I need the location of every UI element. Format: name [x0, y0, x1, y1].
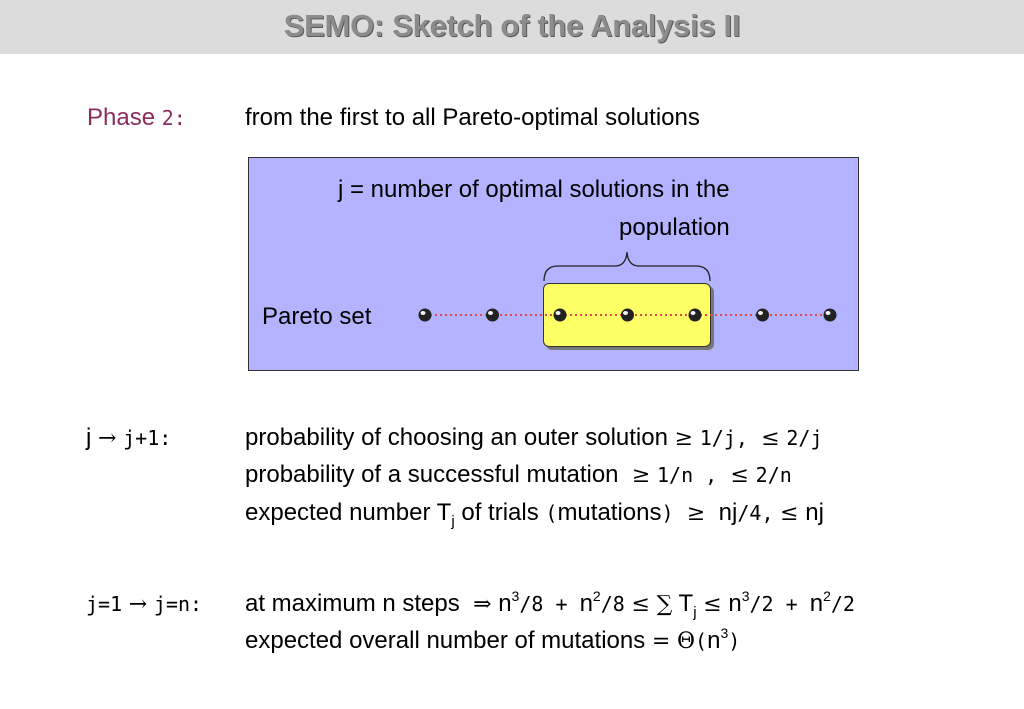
step-arrow: →	[98, 426, 117, 451]
o-row1-sum: ∑	[656, 592, 673, 617]
o-row2-n-sup: 3	[720, 625, 729, 641]
row3-paren-close: )	[661, 501, 674, 525]
pareto-point	[419, 309, 432, 322]
o-row1-text: at maximum n steps	[245, 590, 460, 617]
row1-v1: 1/j,	[699, 426, 748, 450]
row3-paren-open: (	[545, 501, 558, 525]
step-label	[86, 424, 171, 453]
population-brace	[544, 252, 710, 281]
row1-ge: ≥	[674, 426, 694, 451]
step-row-mutation	[245, 461, 792, 490]
o-row1-b-rest: /8	[600, 592, 625, 616]
phase-word: Phase	[87, 104, 156, 131]
overall-arrow: →	[128, 592, 148, 617]
o-row1-T: T	[678, 590, 694, 617]
o-row1-a-rest: /8 +	[519, 592, 580, 616]
pareto-point	[486, 309, 499, 322]
row2-text: probability of a successful mutation	[245, 461, 619, 488]
o-row1-d: n	[809, 590, 824, 617]
diagram-line2: population	[619, 214, 730, 241]
step-row-trials	[245, 499, 824, 528]
phase-colon: :	[173, 106, 186, 130]
overall-row-mutations	[245, 627, 740, 656]
o-row2-n: n	[707, 627, 721, 654]
pareto-point	[756, 309, 769, 322]
pareto-point	[689, 309, 702, 322]
row3-mid: of trials	[461, 499, 539, 526]
row3-v1b: /4,	[737, 501, 774, 525]
step-target: j+1:	[123, 426, 172, 450]
row3-ge: ≥	[686, 501, 706, 526]
o-row1-implies: ⇒	[473, 592, 492, 617]
o-row2-close: )	[728, 629, 741, 653]
overall-right: j=n:	[153, 592, 203, 616]
pareto-points	[419, 309, 837, 322]
overall-label	[86, 590, 202, 619]
o-row1-le2: ≤	[703, 592, 722, 617]
phase-number: 2	[161, 106, 174, 130]
row3-v1a: nj	[718, 499, 738, 526]
row2-v2: 2/n	[755, 463, 792, 487]
step-j: j	[86, 424, 92, 451]
row3-sub: j	[451, 513, 455, 530]
overall-row-steps	[245, 590, 855, 619]
o-row1-b-sup: 2	[592, 588, 601, 604]
o-row1-d-sup: 2	[823, 588, 831, 604]
row1-v2: 2/j	[786, 426, 823, 450]
pareto-point	[554, 309, 567, 322]
o-row1-T-sub: j	[693, 604, 697, 621]
diagram-line1: j = number of optimal solutions in the	[338, 176, 730, 203]
o-row1-a: n	[498, 590, 512, 617]
o-row1-c: n	[728, 590, 742, 617]
pareto-set-label: Pareto set	[262, 303, 372, 330]
slide-title: SEMO: Sketch of the Analysis II	[283, 8, 741, 43]
step-row-outer-solution	[245, 424, 822, 453]
row2-v1: 1/n ,	[656, 463, 718, 487]
row1-le: ≤	[761, 426, 780, 451]
o-row1-c-rest: /2 +	[749, 592, 810, 616]
o-row2-eq: =	[651, 629, 671, 654]
row2-le: ≤	[730, 463, 749, 488]
o-row2-text: expected overall number of mutations	[245, 627, 646, 654]
phase-description: from the first to all Pareto-optimal solutions	[245, 104, 700, 131]
o-row1-a-sup: 3	[511, 588, 520, 604]
row3-le: ≤	[780, 501, 799, 526]
o-row1-le1: ≤	[631, 592, 650, 617]
pareto-point	[824, 309, 837, 322]
overall-left: j=1	[86, 592, 123, 616]
row3-paren-word: mutations	[557, 499, 662, 526]
o-row2-theta: Θ	[677, 629, 696, 654]
row2-ge: ≥	[631, 463, 651, 488]
row3-pre: expected number T	[245, 499, 452, 526]
o-row1-b: n	[579, 590, 593, 617]
o-row1-d-rest: /2	[830, 592, 855, 616]
row3-v2: nj	[805, 499, 824, 526]
row1-text: probability of choosing an outer solution	[245, 424, 668, 451]
pareto-point	[621, 309, 634, 322]
o-row2-open: (	[695, 629, 708, 653]
o-row1-c-sup: 3	[741, 588, 750, 604]
